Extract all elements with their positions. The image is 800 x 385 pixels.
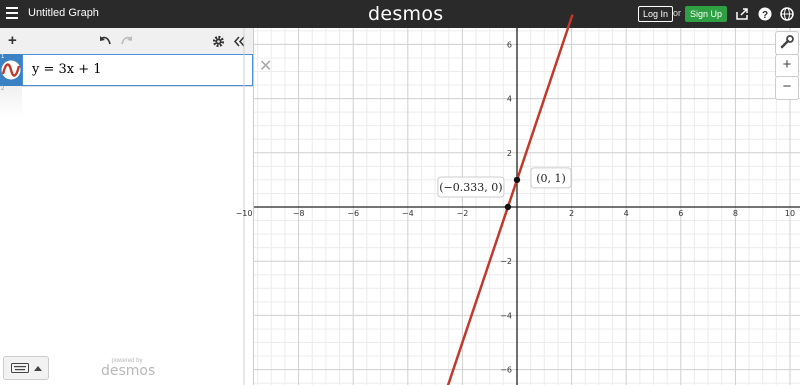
x-tick-label: −6 (347, 209, 360, 218)
x-tick-label: 10 (784, 209, 796, 218)
graph-style-icon[interactable] (1, 60, 21, 80)
delete-expression-icon[interactable]: ✕ (259, 58, 273, 75)
graph-canvas[interactable] (235, 28, 800, 385)
wrench-icon (780, 35, 794, 49)
share-icon[interactable] (735, 7, 749, 21)
y-tick-label: −6 (500, 365, 512, 375)
x-tick-label: −4 (401, 209, 414, 218)
point-marker (505, 204, 511, 210)
zoom-in-icon: + (782, 56, 792, 73)
top-bar (0, 0, 800, 28)
point-label: (−0.333, 0) (439, 181, 503, 194)
powered-by-label: powered by (111, 358, 143, 364)
menu-icon[interactable] (6, 7, 18, 21)
svg-text:?: ? (761, 10, 769, 21)
x-tick-label: −2 (456, 209, 469, 218)
x-tick-label: −10 (235, 209, 253, 218)
login-button[interactable]: Log In (638, 6, 673, 22)
or-label: or (673, 8, 682, 18)
y-tick-label: 2 (506, 148, 512, 158)
expression-gutter[interactable] (0, 54, 22, 86)
zoom-out-icon: − (782, 78, 792, 95)
point-label: (0, 1) (536, 171, 566, 185)
powered-by-logo: desmos (101, 363, 156, 379)
expression-row[interactable] (0, 54, 273, 87)
desmos-logo: desmos (368, 3, 444, 25)
zoom-out-button[interactable] (775, 76, 799, 100)
x-tick-label: −8 (292, 209, 305, 218)
axes (254, 28, 800, 385)
y-tick-label: 4 (506, 94, 512, 104)
collapse-icon[interactable] (234, 36, 245, 47)
keyboard-toggle-button[interactable] (3, 356, 49, 380)
signup-button[interactable]: Sign Up (685, 6, 727, 22)
keyboard-icon (11, 363, 29, 373)
expression-panel (0, 28, 273, 385)
undo-icon[interactable] (99, 35, 112, 46)
help-icon[interactable] (758, 7, 772, 21)
expression-latex: y = 3x + 1 (32, 62, 102, 77)
expression-input[interactable] (22, 54, 273, 86)
add-icon[interactable]: + (8, 32, 17, 49)
powered-by-desmos[interactable] (101, 358, 156, 379)
expression-index: 1 (1, 54, 5, 60)
point-marker (514, 177, 520, 183)
y-tick-label: −2 (500, 257, 512, 267)
x-tick-label: 4 (623, 209, 629, 218)
expression-index-2: 2 (1, 86, 5, 92)
x-tick-label: 6 (678, 209, 684, 218)
redo-icon[interactable] (120, 35, 133, 46)
caret-up-icon (34, 365, 42, 371)
graph-settings-button[interactable] (775, 31, 799, 55)
y-tick-label: 6 (506, 40, 512, 50)
settings-icon[interactable] (212, 35, 225, 48)
zoom-in-button[interactable] (775, 54, 799, 78)
expression-toolbar (0, 28, 253, 55)
x-tick-label: 8 (732, 209, 738, 218)
language-icon[interactable] (780, 7, 794, 21)
graph-title[interactable]: Untitled Graph (28, 7, 99, 19)
y-tick-label: −4 (500, 311, 512, 321)
x-tick-label: 2 (569, 209, 575, 218)
